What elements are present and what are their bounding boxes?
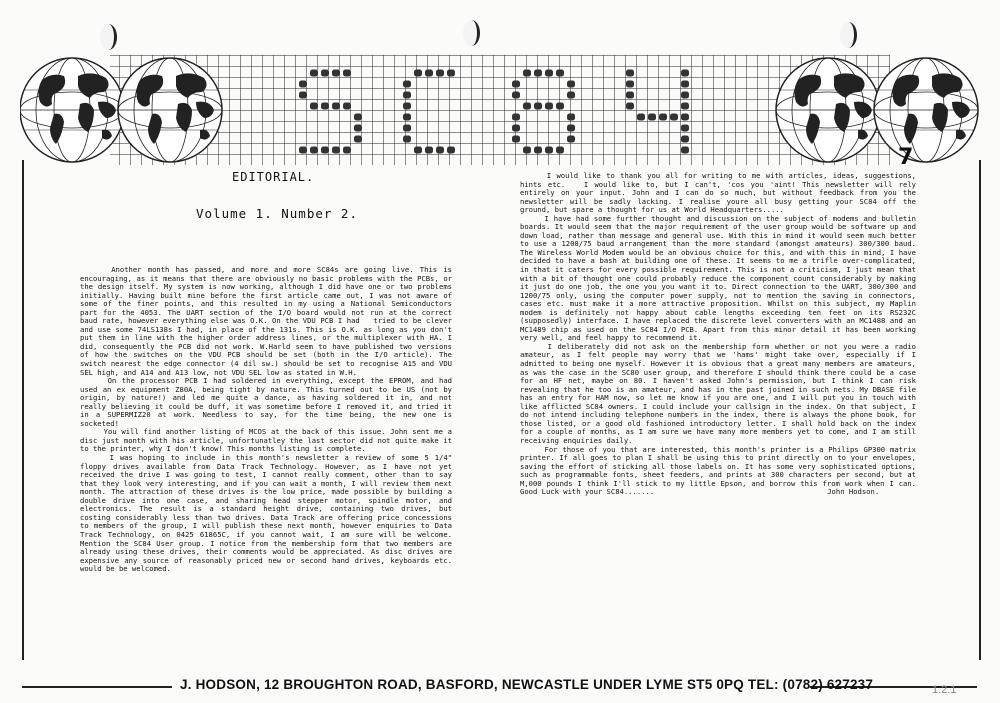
punch-hole-right: [840, 22, 857, 48]
margin-note: 1.2.1: [932, 684, 957, 696]
footer-rule-left: [22, 686, 172, 688]
volume-line: Volume 1. Number 2.: [196, 206, 358, 221]
punch-hole-middle: [463, 20, 480, 46]
editorial-title: EDITORIAL.: [232, 170, 315, 184]
sc84-logo-banner: [20, 55, 980, 165]
left-column-text: Another month has passed, and more and more SC84s are going live. This is encouraging, as it means that there are obviously no basic problems with the PCBs, or the design itself. My system is now working, although I did have one or two problems initially. Having built mine before the first article came out, I was not aware of some of the finer points, and this resulted in my using a National Semiconductors part for the 4053. The UART section of the I/O board would not run at the correct baud rate, however everything else was O.K. On the VDU PCB I had tried to be clever and use some 74LS138s I had, in place of the 131s. This is O.K. as long as you don't put them in line with the higher order address lines, or the multiplexer with HA. I did, consequently the PCB did not work. W.Harld seem to have published two versions of how the switches on the VDU PCB should be set (both in the I/O article). The switch nearest the edge connector (4 dil sw.) should be set to recognise A15 and VDU SEL high, and A14 and A13 low, not VDU SEL low as stated in W.H. On the processor PCB I had soldered in everything, except the EPROM, and had used an ex equipment Z80A, being tight by nature. This turned out to be US (not by origin, by nature!) and led me quite a dance, as having soldered it in, and not really believing it could be duff, it was sometime before I removed it, and tried it in a SUPERMIZ20 at work. Needless to say, for the time being, the new one is socketed! You will find another listing of MCOS at the back of this issue. John sent me a disc just month with his article, unfortunatley the last sector did not quite make it to the printer, why I don't know! This months listing is complete. I was hoping to include in this month's newsletter a review of some 5 1/4" floppy drives available from Data Track Technology. However, as I have not yet received the drive I was going to test, I cannot really comment, other than to say that they look very interesting, and if you can wait a month, I will review them next month. The attraction of these drives is the low price, made possible by building a double drive into one case, and sharing head stepper motor, spindle motor, and electronics. The result is a standard height drive, containing two drives, but costing considerably less than two drives. Data Track are offering price concessions to members of the group, I will publish these next month, however enquiries to Data Track Technology, on 0425 61865C, if you cannot wait, I am sure will be welcome. Mention the SC84 User group. I notice from the membership form that two members are already using these drives, their comments would be appreciated. As disc drives are expensive any source of reasonably priced new or second hand drives, keyboards etc. would be be welcomed.: [80, 265, 453, 574]
footer-address: J. HODSON, 12 BROUGHTON ROAD, BASFORD, NEWCASTLE UNDER LYME ST5 0PQ TEL: (0782) 627237: [180, 677, 874, 692]
right-column-text: I would like to thank you all for writing to me with articles, ideas, suggestions, hints etc. I would like to, but I can't, 'cos you 'aint! This newsletter will rely entirely on your input. John and I can do so much, but without feedback from you the newsletter will be sadly lacking. I realise youre all busy getting your SC84 off the ground, but spare a thought for us at World Headquarters..... I have had some further thought and discussion on the subject of modems and bulletin boards. It would seem that the major requirement of the user group would be software up and down load, rather than message and general use. With this in mind it would seem much better to use a 1200/75 baud arrangement than the more standard (amongst amateurs) 300/300 baud. The Wireless World Modem would be an obvious choice for this, and with this in mind, I have decided to have a bash at building one of these. It seems to me a trifle over-complicated, in that it caters for every possible requirement. This is not a criticism, I just mean that with a bit of thought one could probably reduce the component count considerably by making it just do one job, the one you you want it to. Direct connection to the UART, 300/300 and 1200/75 only, using the computer power supply, not to mention the saving in connectors, cases etc. must make it a more attractive proposition. Whilst on this subject, my Maplin modem is definitely not happy about cable lengths exceeding ten feet on its RS232C (supposedly) interface. I have replaced the discrete level converters with an MC1488 and an MC1489 chip as used on the SC84 I/O PCB. Apart from this minor detail it has been working very well, and feel happy to recommend it. I deliberately did not ask on the membership form whether or not you were a radio amateur, as I felt people may worry that we 'hams' might take over, especially if I admitted to being one myself. However it is obvious that a great many members are amateurs, as was the case in the SC80 user group, and therefore I should think there could be a case for an HF net, maybe on 80. I haven't asked John's permission, but I think I can risk revealing that he too is an amateur, and has in the past joined in such nets. My DBASE file has an entry for HAM now, so let me know if you are one, and I will put you in touch with like afflicted SC84 owners. I could include your callsign in the index. On that subject, I do not intend including telephone numbers in the index, there is always the phone book, for those listed, or a good old fashioned introductory letter. I shall hold back on the index for a couple of months, as I am sure we have many more members yet to come, and I am still receiving enquiries daily. For those of you that are interested, this month's printer is a Philips GP300 matrix printer. If all goes to plan I shall be using this to print directly on to your envelopes, saving the effort of sticking all those labels on. It has some very sophisticated options, such as programmable fonts, sheet feeders, and prints at 300 characters per second, but at M,000 pounds I think I'll stick to my little Epson, and borrow this from work when I can. Good Luck with your SC84....... John Hodson.: [520, 171, 916, 497]
punch-hole-left: [100, 24, 117, 50]
page-number: 7: [898, 145, 914, 170]
